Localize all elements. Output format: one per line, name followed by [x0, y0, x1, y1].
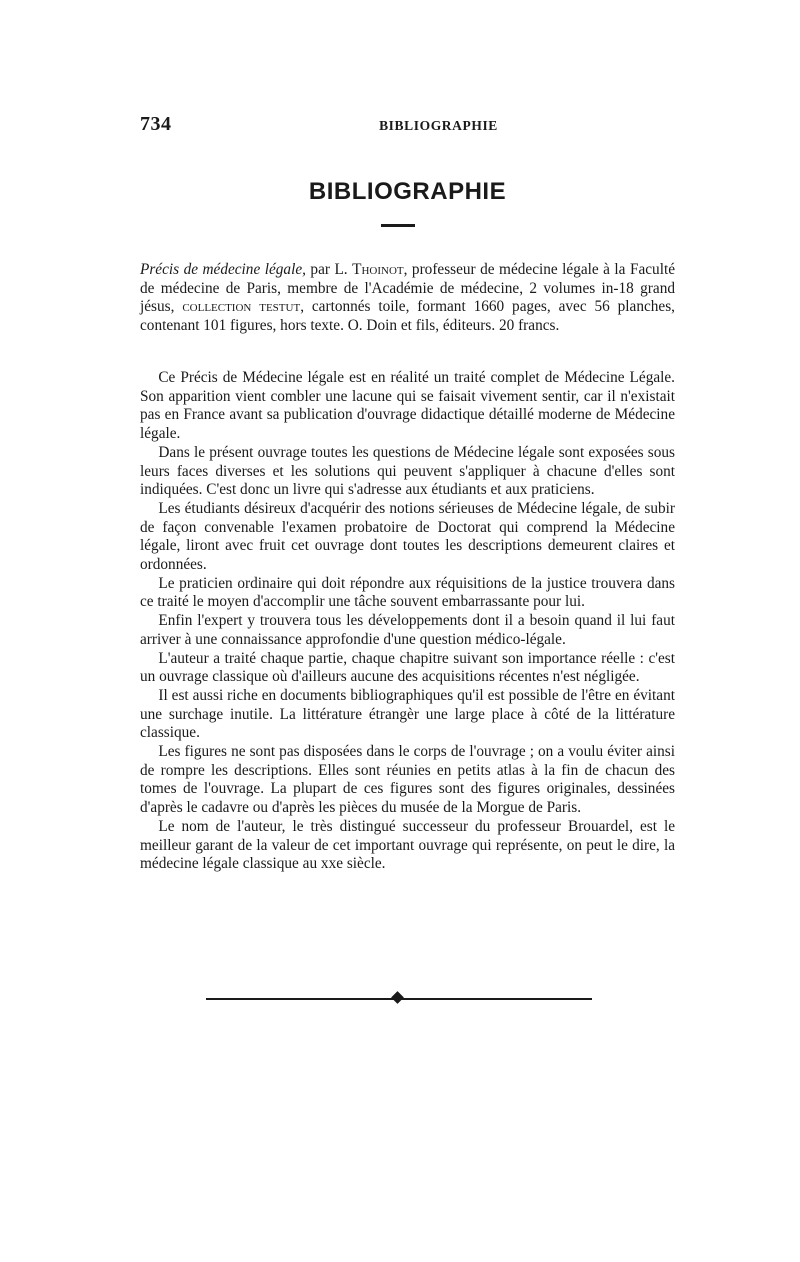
reference-details: , professeur de médecine légale à la Faculté de médecine de Paris, membre de l'Académie de médecine, 2 volumes in-18 grand jésus, [140, 261, 675, 316]
paragraph: L'auteur a traité chaque partie, chaque chapitre suivant son importance réelle : c'est un ouvrage classique où d'ailleurs aucune des acquisitions récentes n'est négligée. [140, 649, 675, 686]
section-title: BIBLIOGRAPHIE [308, 178, 507, 205]
collection-name: collection testut [182, 298, 301, 316]
paragraph: Les étudiants désireux d'acquérir des notions sérieuses de Médecine légale, de subir de façon convenable l'examen probatoire de Doctorat qui comprend la Médecine légale, liront avec fruit cet ouvrage dont toutes les descriptions demeurent claires et ordonnées. [140, 499, 675, 574]
end-ornament [206, 993, 592, 1005]
running-title: BIBLIOGRAPHIE [379, 118, 498, 133]
paragraph: Il est aussi riche en documents bibliographiques qu'il est possible de l'être en évitant une surchage inutile. La littérature étrangèr une large place à côté de la littérature classique. [140, 686, 675, 742]
page-number: 734 [140, 113, 172, 135]
paragraph: Le nom de l'auteur, le très distingué successeur du professeur Brouardel, est le meilleur garant de la valeur de cet important ouvrage qui représente, on peut le dire, la médecine légale classique au xxe siècle. [140, 817, 675, 873]
reference-publication: , cartonnés toile, formant 1660 pages, avec 56 planches, contenant 101 figures, hors texte. O. Doin et fils, éditeurs. 20 francs. [140, 298, 676, 335]
paragraph: Dans le présent ouvrage toutes les questions de Médecine légale sont exposées sous leurs faces diverses et les solutions qui peuvent s'appliquer à chacune d'elles sont indiquées. C'est donc un livre qui s'adresse aux étudiants et aux praticiens. [140, 443, 675, 499]
bibliographic-reference [140, 261, 675, 336]
paragraph: Le praticien ordinaire qui doit répondre aux réquisitions de la justice trouvera dans ce traité le moyen d'accomplir une tâche souvent embarrassante pour lui. [140, 574, 675, 611]
reference-by: par L. [305, 261, 353, 278]
review-text [140, 369, 675, 874]
paragraph: Les figures ne sont pas disposées dans le corps de l'ouvrage ; on a voulu éviter ainsi de rompre les descriptions. Elles sont réunies en petits atlas à la fin de chacun des tomes de l'ouvrage. La plupart de ces figures sont des figures originales, dessinées d'après le cadavre ou d'après les pièces du musée de la Morgue de Paris. [140, 743, 675, 817]
book-title: Précis de médecine légale, [140, 261, 306, 278]
title-rule [381, 224, 415, 227]
paragraph: Enfin l'expert y trouvera tous les développements dont il a besoin quand il lui faut arriver à une connaissance approfondie d'une question médico-légale. [140, 612, 675, 648]
diamond-ornament-icon [391, 991, 404, 1004]
author-name: Thoinot [352, 261, 404, 278]
paragraph: Ce Précis de Médecine légale est en réalité un traité complet de Médecine Légale. Son apparition vient combler une lacune qui se faisait vivement sentir, car il n'existait pas en France avant sa publication d'ouvrage didactique détaillé moderne de Médecine légale. [140, 369, 675, 443]
running-head [140, 113, 675, 139]
